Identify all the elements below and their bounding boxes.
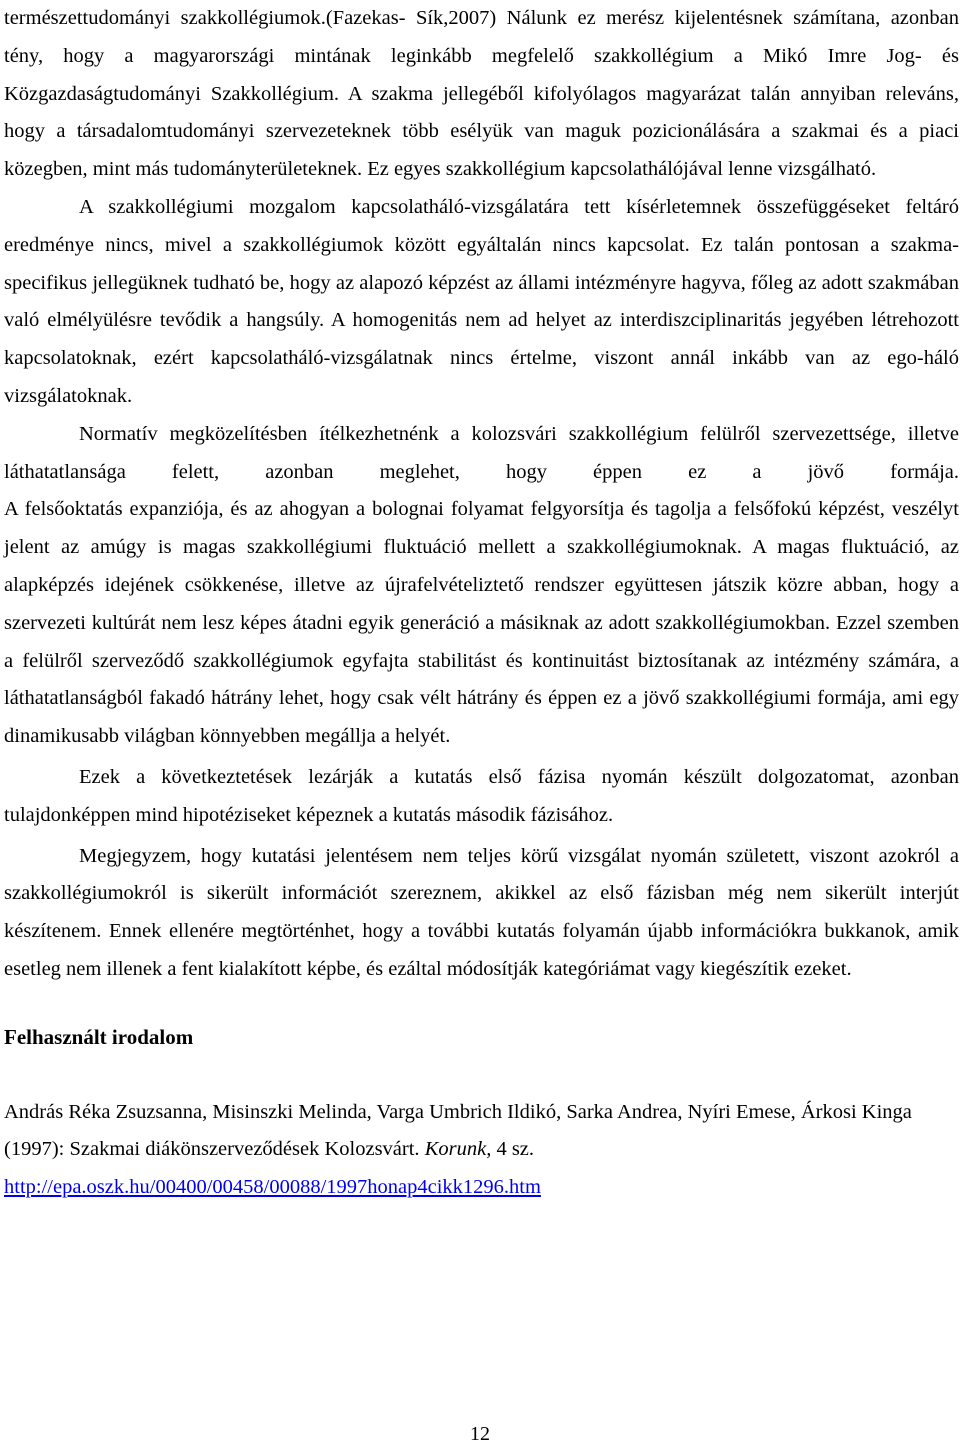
reference-link[interactable]: http://epa.oszk.hu/00400/00458/00088/1997honap4cikk1296.htm	[4, 1176, 541, 1199]
page-number: 12	[470, 1423, 490, 1445]
reference-authors: András Réka Zsuzsanna, Misinszki Melinda, Varga Umbrich Ildikó, Sarka Andrea, Nyíri Emese, Árkosi Kinga (1997): Szakmai diákönszerveződések Kolozsvárt.	[4, 1100, 912, 1161]
body-paragraph-2: A szakkollégiumi mozgalom kapcsolatháló-vizsgálatára tett kísérletemnek összefüggéseket feltáró eredménye nincs, mivel a szakkollégiumok között egyáltalán nincs kapcsolat. Ez talán pontosan a szakma-specifikus jellegüknek tudható be, hogy az alapozó képzést az állami intézményre hagyva, főleg az adott szakmában való elmélyülésre tevődik a hangsúly. A homogenitás nem ad helyet az interdiszciplinaritás jegyében létrehozott kapcsolatoknak, ezért kapcsolatháló-vizsgálatnak nincs értelme, viszont annál inkább van az ego-háló vizsgálatoknak.	[4, 195, 959, 407]
reference-journal: Korunk,	[424, 1138, 492, 1161]
document-page	[4, 0, 959, 1207]
body-paragraph-3a: Normatív megközelítésben ítélkezhetnénk a kolozsvári szakkollégium felülről szervezettsége, illetve láthatatlansága felett, azonban meglehet, hogy éppen ez a jövő formája.	[4, 422, 959, 483]
body-paragraph-1: természettudományi szakkollégiumok.(Fazekas- Sík,2007) Nálunk ez merész kijelentésnek számítana, azonban tény, hogy a magyarországi mintának leginkább megfelelő szakkollégium a Mikó Imre Jog- és Közgazdaságtudományi Szakkollégium. A szakma jellegéből kifolyólagos magyarázat talán annyiban releváns, hogy a társadalomtudományi szervezeteknek több esélyük van maguk pozicionálására a szakmai és a piaci közegben, mint más tudományterületeknek. Ez egyes szakkollégium kapcsolathálójával lenne vizsgálható.	[4, 7, 959, 181]
body-paragraph-3b: A felsőoktatás expanziója, és az ahogyan a bolognai folyamat felgyorsítja és tagolja a felsőfokú képzést, veszélyt jelent az amúgy is magas szakkollégiumi fluktuáció mellett a szakkollégiumoknak. A magas fluktuáció, az alapképzés idejének csökkenése, illetve az újrafelvételiztető rendszer együttesen játszik közre abban, hogy a szervezeti kultúrát nem lesz képes átadni egyik generáció a másiknak az adott szakkollégiumokban. Ezzel szemben a felülről szerveződő szakkollégiumok egyfajta stabilitást és kontinuitást biztosítanak az intézmény számára, a láthatatlanságból fakadó hátrány lehet, hogy csak vélt hátrány és éppen ez a jövő szakkollégiumi formája, ami egy dinamikusabb világban könnyebben megállja a helyét.	[4, 498, 959, 748]
reference-item	[4, 1094, 959, 1207]
references-heading: Felhasznált irodalom	[4, 1024, 194, 1049]
body-paragraph-5: Megjegyzem, hogy kutatási jelentésem nem teljes körű vizsgálat nyomán született, viszont azokról a szakkollégiumokról is sikerült információt szereznem, akikkel az első fázisban még nem sikerült interjút készítenem. Ennek ellenére megtörténhet, hogy a további kutatás folyamán újabb információkra bukkanok, amik esetleg nem illenek a fent kialakított képbe, és ezáltal módosítják kategóriámat vagy kiegészítik ezeket.	[4, 844, 959, 980]
reference-issue: 4 sz.	[491, 1138, 535, 1161]
body-paragraph-4: Ezek a következtetések lezárják a kutatás első fázisa nyomán készült dolgozatomat, azonban tulajdonképpen mind hipotéziseket képeznek a kutatás második fázisához.	[4, 765, 959, 826]
